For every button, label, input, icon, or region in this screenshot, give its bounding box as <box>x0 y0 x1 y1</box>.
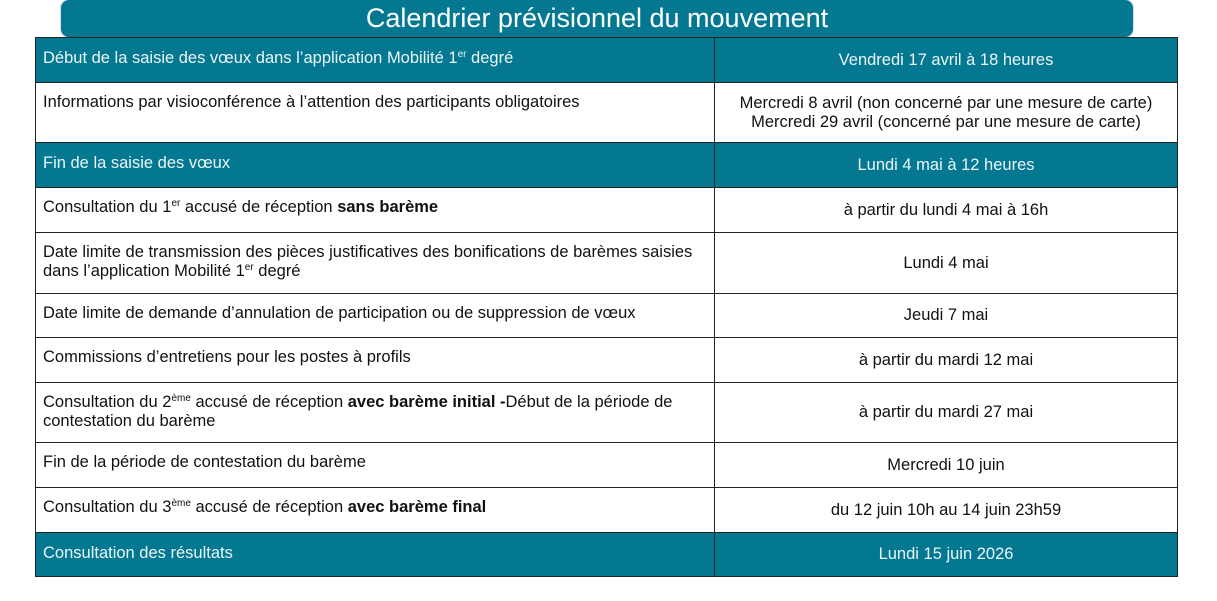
page-title: Calendrier prévisionnel du mouvement <box>61 0 1133 37</box>
label-superscript: er <box>457 49 467 60</box>
calendar-table <box>35 37 1178 577</box>
table-row <box>36 294 1178 338</box>
label-superscript: ème <box>171 393 191 404</box>
label-bold: sans barème <box>337 198 439 216</box>
row-label <box>36 83 715 143</box>
row-value: Vendredi 17 avril à 18 heures <box>715 38 1178 83</box>
label-text: Consultation du 3 <box>43 498 172 516</box>
table-row <box>36 383 1178 443</box>
row-label <box>36 443 715 488</box>
label-text: Date limite de demande d’annulation de participation ou de suppression de vœux <box>43 304 636 322</box>
label-bold: avec barème final <box>347 498 487 516</box>
label-text: degré <box>253 262 301 280</box>
row-label <box>36 38 715 83</box>
table-row <box>36 233 1178 294</box>
row-label <box>36 294 715 338</box>
table-row <box>36 443 1178 488</box>
row-label <box>36 143 715 188</box>
value-line: Mercredi 29 avril (concerné par une mesure de carte) <box>751 112 1141 131</box>
row-value: Jeudi 7 mai <box>715 294 1178 338</box>
label-text: Informations par visioconférence à l’attention des participants obligatoires <box>43 93 580 111</box>
row-value <box>715 83 1178 143</box>
row-label <box>36 233 715 294</box>
row-label <box>36 383 715 443</box>
label-text: accusé de réception <box>190 393 348 411</box>
label-text: Consultation du 2 <box>43 393 172 411</box>
label-text: degré <box>466 49 514 67</box>
label-text: accusé de réception <box>190 498 348 516</box>
row-value: du 12 juin 10h au 14 juin 23h59 <box>715 488 1178 533</box>
table-row <box>36 533 1178 577</box>
row-value: Lundi 15 juin 2026 <box>715 533 1178 577</box>
row-value: Lundi 4 mai <box>715 233 1178 294</box>
row-value: à partir du lundi 4 mai à 16h <box>715 188 1178 233</box>
table-row <box>36 38 1178 83</box>
label-text: Début de la période de contestation du barème <box>43 393 673 430</box>
row-label <box>36 488 715 533</box>
label-superscript: er <box>171 198 181 209</box>
table-row <box>36 143 1178 188</box>
label-text: Fin de la période de contestation du barème <box>43 453 366 471</box>
label-text: Consultation des résultats <box>43 544 233 562</box>
row-label <box>36 338 715 383</box>
table-row <box>36 338 1178 383</box>
label-text: Consultation du 1 <box>43 198 172 216</box>
row-label <box>36 188 715 233</box>
row-value: Mercredi 10 juin <box>715 443 1178 488</box>
label-bold: avec barème initial - <box>347 393 506 411</box>
table-row <box>36 188 1178 233</box>
row-value: à partir du mardi 27 mai <box>715 383 1178 443</box>
label-superscript: er <box>244 262 254 273</box>
value-line: Mercredi 8 avril (non concerné par une mesure de carte) <box>739 93 1153 112</box>
row-label <box>36 533 715 577</box>
row-value: Lundi 4 mai à 12 heures <box>715 143 1178 188</box>
label-superscript: ème <box>171 498 191 509</box>
label-text: Début de la saisie des vœux dans l’application Mobilité 1 <box>43 49 458 67</box>
table-row <box>36 83 1178 143</box>
label-text: Date limite de transmission des pièces justificatives des bonifications de barèmes saisies dans l’application Mobilité 1 <box>43 243 693 280</box>
label-text: accusé de réception <box>180 198 338 216</box>
label-text: Fin de la saisie des vœux <box>43 154 231 172</box>
row-value: à partir du mardi 12 mai <box>715 338 1178 383</box>
table-row <box>36 488 1178 533</box>
label-text: Commissions d’entretiens pour les postes à profils <box>43 348 411 366</box>
